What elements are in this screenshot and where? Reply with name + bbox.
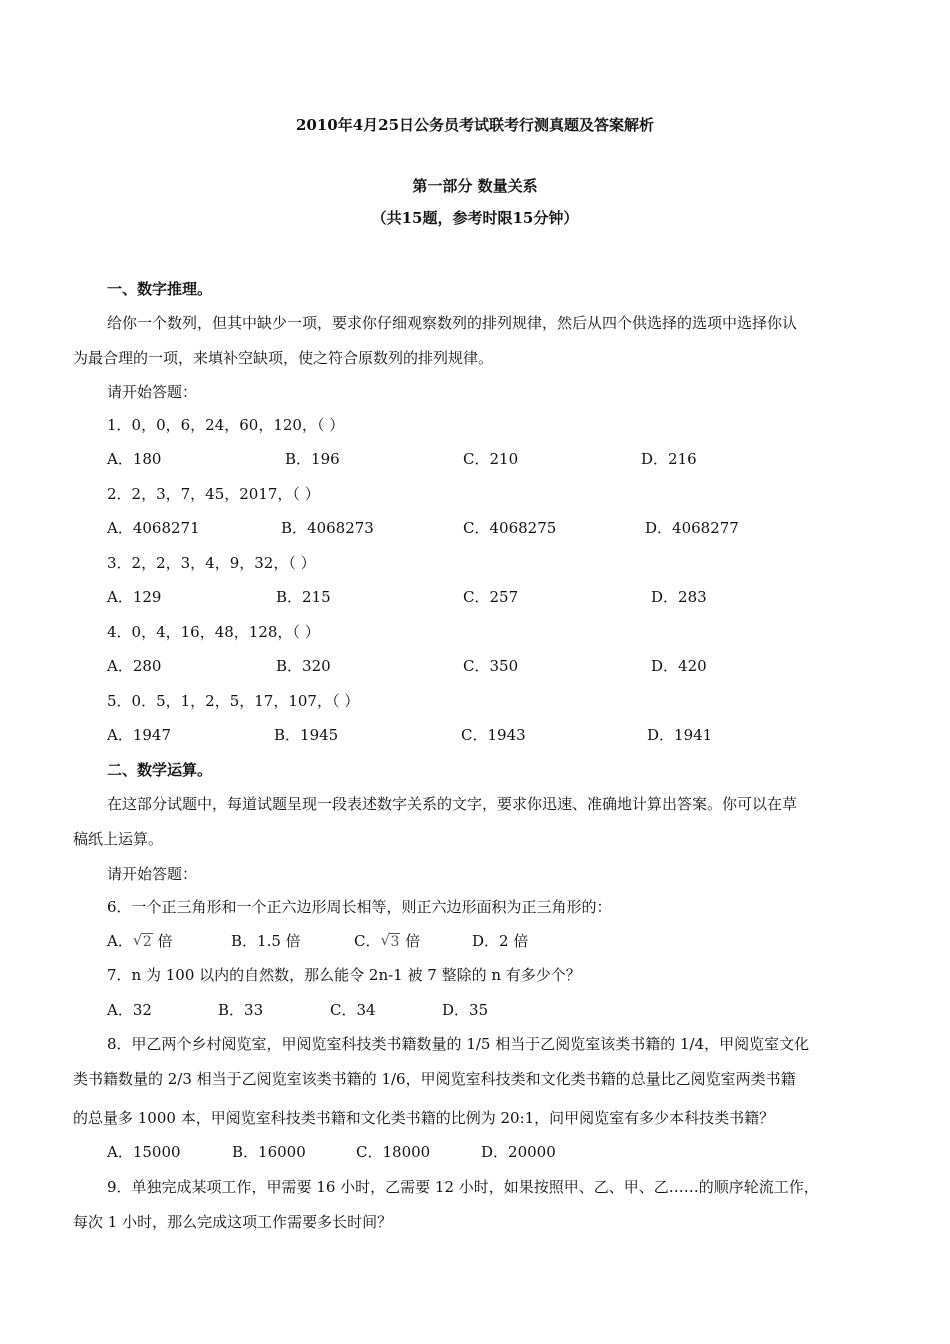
q6-option-c-radicand: 3	[390, 934, 400, 950]
q7-option-b: B．33	[218, 1001, 264, 1019]
section1-heading: 一、数字推理。	[107, 280, 213, 298]
document-title: 2010年4月25日公务员考试联考行测真题及答案解析	[295, 116, 655, 134]
q6-option-b: B．1.5 倍	[231, 932, 301, 950]
q8-option-a: A．15000	[107, 1143, 181, 1161]
part-title: 第一部分 数量关系	[412, 177, 538, 195]
section1-start: 请开始答题：	[107, 383, 198, 401]
section1-intro-line2: 为最合理的一项，来填补空缺项，使之符合原数列的排列规律。	[73, 349, 494, 367]
q3-stem: 3．2，2，3，4，9，32，（ ）	[107, 554, 316, 572]
q8-option-b: B．16000	[232, 1143, 306, 1161]
q1-option-c: C．210	[463, 450, 519, 468]
q2-option-b: B．4068273	[281, 519, 374, 537]
q4-option-c: C．350	[463, 657, 519, 675]
q7-option-c: C．34	[330, 1001, 376, 1019]
q2-option-c: C．4068275	[463, 519, 557, 537]
q5-stem: 5．0．5，1，2，5，17，107，（ ）	[107, 692, 360, 710]
q8-line1: 8．甲乙两个乡村阅览室，甲阅览室科技类书籍数量的 1/5 相当于乙阅览室该类书籍的 1/4，甲阅览室文化	[107, 1035, 810, 1053]
section1-intro-line1: 给你一个数列，但其中缺少一项，要求你仔细观察数列的排列规律，然后从四个供选择的选项中选择你认	[107, 314, 798, 332]
sqrt-symbol: √ 3	[380, 931, 400, 950]
q4-stem: 4．0，4，16，48，128，（ ）	[107, 623, 320, 641]
q1-option-a: A．180	[107, 450, 162, 468]
q3-option-a: A．129	[107, 588, 162, 606]
q4-option-d: D．420	[651, 657, 707, 675]
q5-option-b: B．1945	[274, 726, 339, 744]
q6-stem: 6．一个正三角形和一个正六边形周长相等，则正六边形面积为正三角形的：	[107, 898, 612, 916]
q1-option-d: D．216	[641, 450, 697, 468]
q5-option-c: C．1943	[461, 726, 526, 744]
q7-option-a: A．32	[107, 1001, 152, 1019]
section2-intro-line2: 稿纸上运算。	[73, 830, 164, 848]
q5-option-a: A．1947	[107, 726, 172, 744]
section2-intro-line1: 在这部分试题中，每道试题呈现一段表述数字关系的文字，要求你迅速、准确地计算出答案。你可以在草	[107, 795, 798, 813]
q5-option-d: D．1941	[647, 726, 713, 744]
q3-option-c: C．257	[463, 588, 519, 606]
q8-line3: 的总量多 1000 本，甲阅览室科技类书籍和文化类书籍的比例为 20:1，问甲阅览室有多少本科技类书籍？	[73, 1109, 775, 1127]
q2-option-d: D．4068277	[645, 519, 739, 537]
q8-option-c: C．18000	[356, 1143, 431, 1161]
q6-option-a-suffix: 倍	[157, 932, 173, 950]
q8-line2: 类书籍数量的 2/3 相当于乙阅览室该类书籍的 1/6，甲阅览室科技类和文化类书籍的总量比乙阅览室两类书籍	[73, 1070, 796, 1088]
q1-stem: 1．0，0，6，24，60，120，（ ）	[107, 416, 345, 434]
q2-stem: 2．2，3，7，45，2017，（ ）	[107, 485, 320, 503]
q6-option-a	[107, 931, 173, 952]
q3-option-d: D．283	[651, 588, 707, 606]
q6-option-c	[354, 931, 420, 952]
q6-option-a-prefix: A．	[107, 932, 133, 950]
section2-heading: 二、数学运算。	[107, 761, 213, 779]
q6-option-d: D．2 倍	[472, 932, 529, 950]
q7-option-d: D．35	[442, 1001, 489, 1019]
q8-option-d: D．20000	[481, 1143, 556, 1161]
sqrt-symbol: √ 2	[132, 931, 152, 950]
q2-option-a: A．4068271	[107, 519, 200, 537]
q1-option-b: B．196	[285, 450, 340, 468]
q4-option-a: A．280	[107, 657, 162, 675]
q6-option-c-suffix: 倍	[405, 932, 421, 950]
q9-line2: 每次 1 小时，那么完成这项工作需要多长时间？	[73, 1213, 393, 1231]
q4-option-b: B．320	[276, 657, 331, 675]
q6-option-a-radicand: 2	[142, 934, 152, 950]
part-subtitle: （共15题，参考时限15分钟）	[371, 209, 579, 227]
section2-start: 请开始答题：	[107, 865, 198, 883]
q9-line1: 9．单独完成某项工作，甲需要 16 小时，乙需要 12 小时，如果按照甲、乙、甲、乙……的顺序轮流工作，	[107, 1178, 819, 1196]
q7-stem: 7．n 为 100 以内的自然数，那么能令 2n-1 被 7 整除的 n 有多少个？	[107, 966, 581, 984]
q3-option-b: B．215	[276, 588, 331, 606]
q6-option-c-prefix: C．	[354, 932, 381, 950]
